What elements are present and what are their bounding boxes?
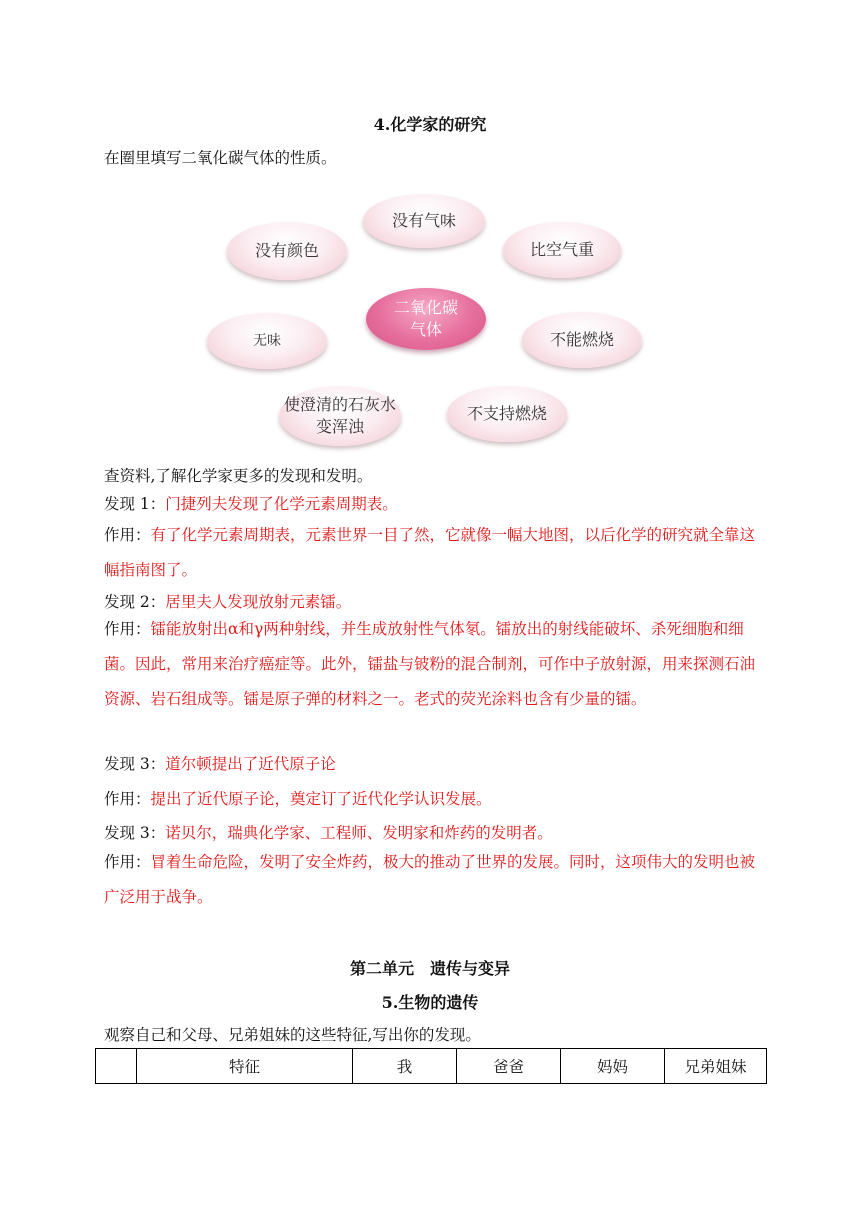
table-header-cell: 爸爸 (457, 1049, 561, 1084)
unit-title: 第二单元 遗传与变异 (349, 959, 510, 978)
effect-3-text: 提出了近代原子论，奠定订了近代化学认识发展。 (150, 790, 492, 808)
table-header-cell: 兄弟姐妹 (665, 1049, 767, 1084)
table-header-cell: 我 (353, 1049, 457, 1084)
bubble-top-left (227, 222, 347, 280)
effect-2 (104, 612, 764, 717)
bubble-top (363, 194, 485, 248)
bubble-right-label: 不能燃烧 (549, 330, 614, 349)
effect-1-label: 作用： (104, 526, 151, 544)
table-header-cell: 特征 (137, 1049, 353, 1084)
effect-4 (104, 845, 764, 915)
effect-1-text: 有了化学元素周期表，元素世界一目了然，它就像一幅大地图，以后化学的研究就全靠这幅指南图了。 (104, 526, 756, 579)
bubble-left (207, 313, 327, 369)
co2-properties-diagram (200, 188, 665, 448)
effect-1 (104, 518, 764, 588)
bubble-top-left-label: 没有颜色 (254, 241, 319, 260)
observe-instruction: 观察自己和父母、兄弟姐妹的这些特征,写出你的发现。 (104, 1026, 481, 1044)
bubble-left-label: 无味 (253, 333, 281, 349)
finding-2-text: 居里夫人发现放射元素镭。 (165, 593, 352, 611)
finding-1-text: 门捷列夫发现了化学元素周期表。 (165, 495, 398, 513)
bubble-center (366, 288, 486, 350)
effect-4-text: 冒着生命危险，发明了安全炸药，极大的推动了世界的发展。同时，这项伟大的发明也被广泛用于战争。 (104, 853, 756, 906)
finding-3 (104, 752, 336, 774)
effect-4-label: 作用： (104, 853, 151, 871)
effect-2-label: 作用： (104, 620, 151, 638)
effect-3-label: 作用： (104, 790, 151, 808)
finding-2-label: 发现 2： (104, 593, 166, 611)
traits-table (95, 1048, 767, 1084)
bubble-bottom-left (279, 386, 401, 446)
bubble-top-right-label: 比空气重 (529, 240, 594, 259)
center-label-line1: 二氧化碳 (393, 298, 458, 317)
finding-4-text: 诺贝尔，瑞典化学家、工程师、发明家和炸药的发明者。 (165, 824, 553, 842)
research-intro: 查资料,了解化学家更多的发现和发明。 (104, 467, 373, 485)
finding-4-label: 发现 3： (104, 824, 166, 842)
bubble-bottom-left-line1: 使澄清的石灰水 (283, 395, 396, 414)
instruction-text: 在圈里填写二氧化碳气体的性质。 (104, 149, 337, 167)
bubble-right (522, 312, 642, 368)
finding-3-label: 发现 3： (104, 755, 166, 773)
bubble-bottom-right (447, 386, 567, 442)
table-header-row (96, 1049, 767, 1084)
finding-2 (104, 590, 351, 612)
bubble-top-right (503, 222, 621, 278)
effect-2-text: 镭能放射出α和γ两种射线，并生成放射性气体氡。镭放出的射线能破坏、杀死细胞和细菌。因此，常用来治疗癌症等。此外，镭盐与铍粉的混合制剂，可作中子放射源，用来探测石油资源、岩石组成等。镭是原子弹的材料之一。老式的荧光涂料也含有少量的镭。 (104, 620, 756, 708)
finding-4 (104, 821, 553, 843)
section-title: 4.化学家的研究 (373, 115, 487, 134)
finding-1 (104, 492, 398, 514)
lesson-title: 5.生物的遗传 (381, 993, 479, 1012)
effect-3 (104, 787, 492, 809)
center-label-line2: 气体 (409, 320, 442, 339)
bubble-bottom-right-label: 不支持燃烧 (466, 404, 547, 423)
bubble-top-label: 没有气味 (391, 211, 456, 230)
bubble-bottom-left-line2: 变浑浊 (315, 417, 364, 436)
finding-1-label: 发现 1： (104, 495, 166, 513)
finding-3-text: 道尔顿提出了近代原子论 (165, 755, 336, 773)
table-header-cell: 妈妈 (561, 1049, 665, 1084)
table-header-cell (96, 1049, 137, 1084)
